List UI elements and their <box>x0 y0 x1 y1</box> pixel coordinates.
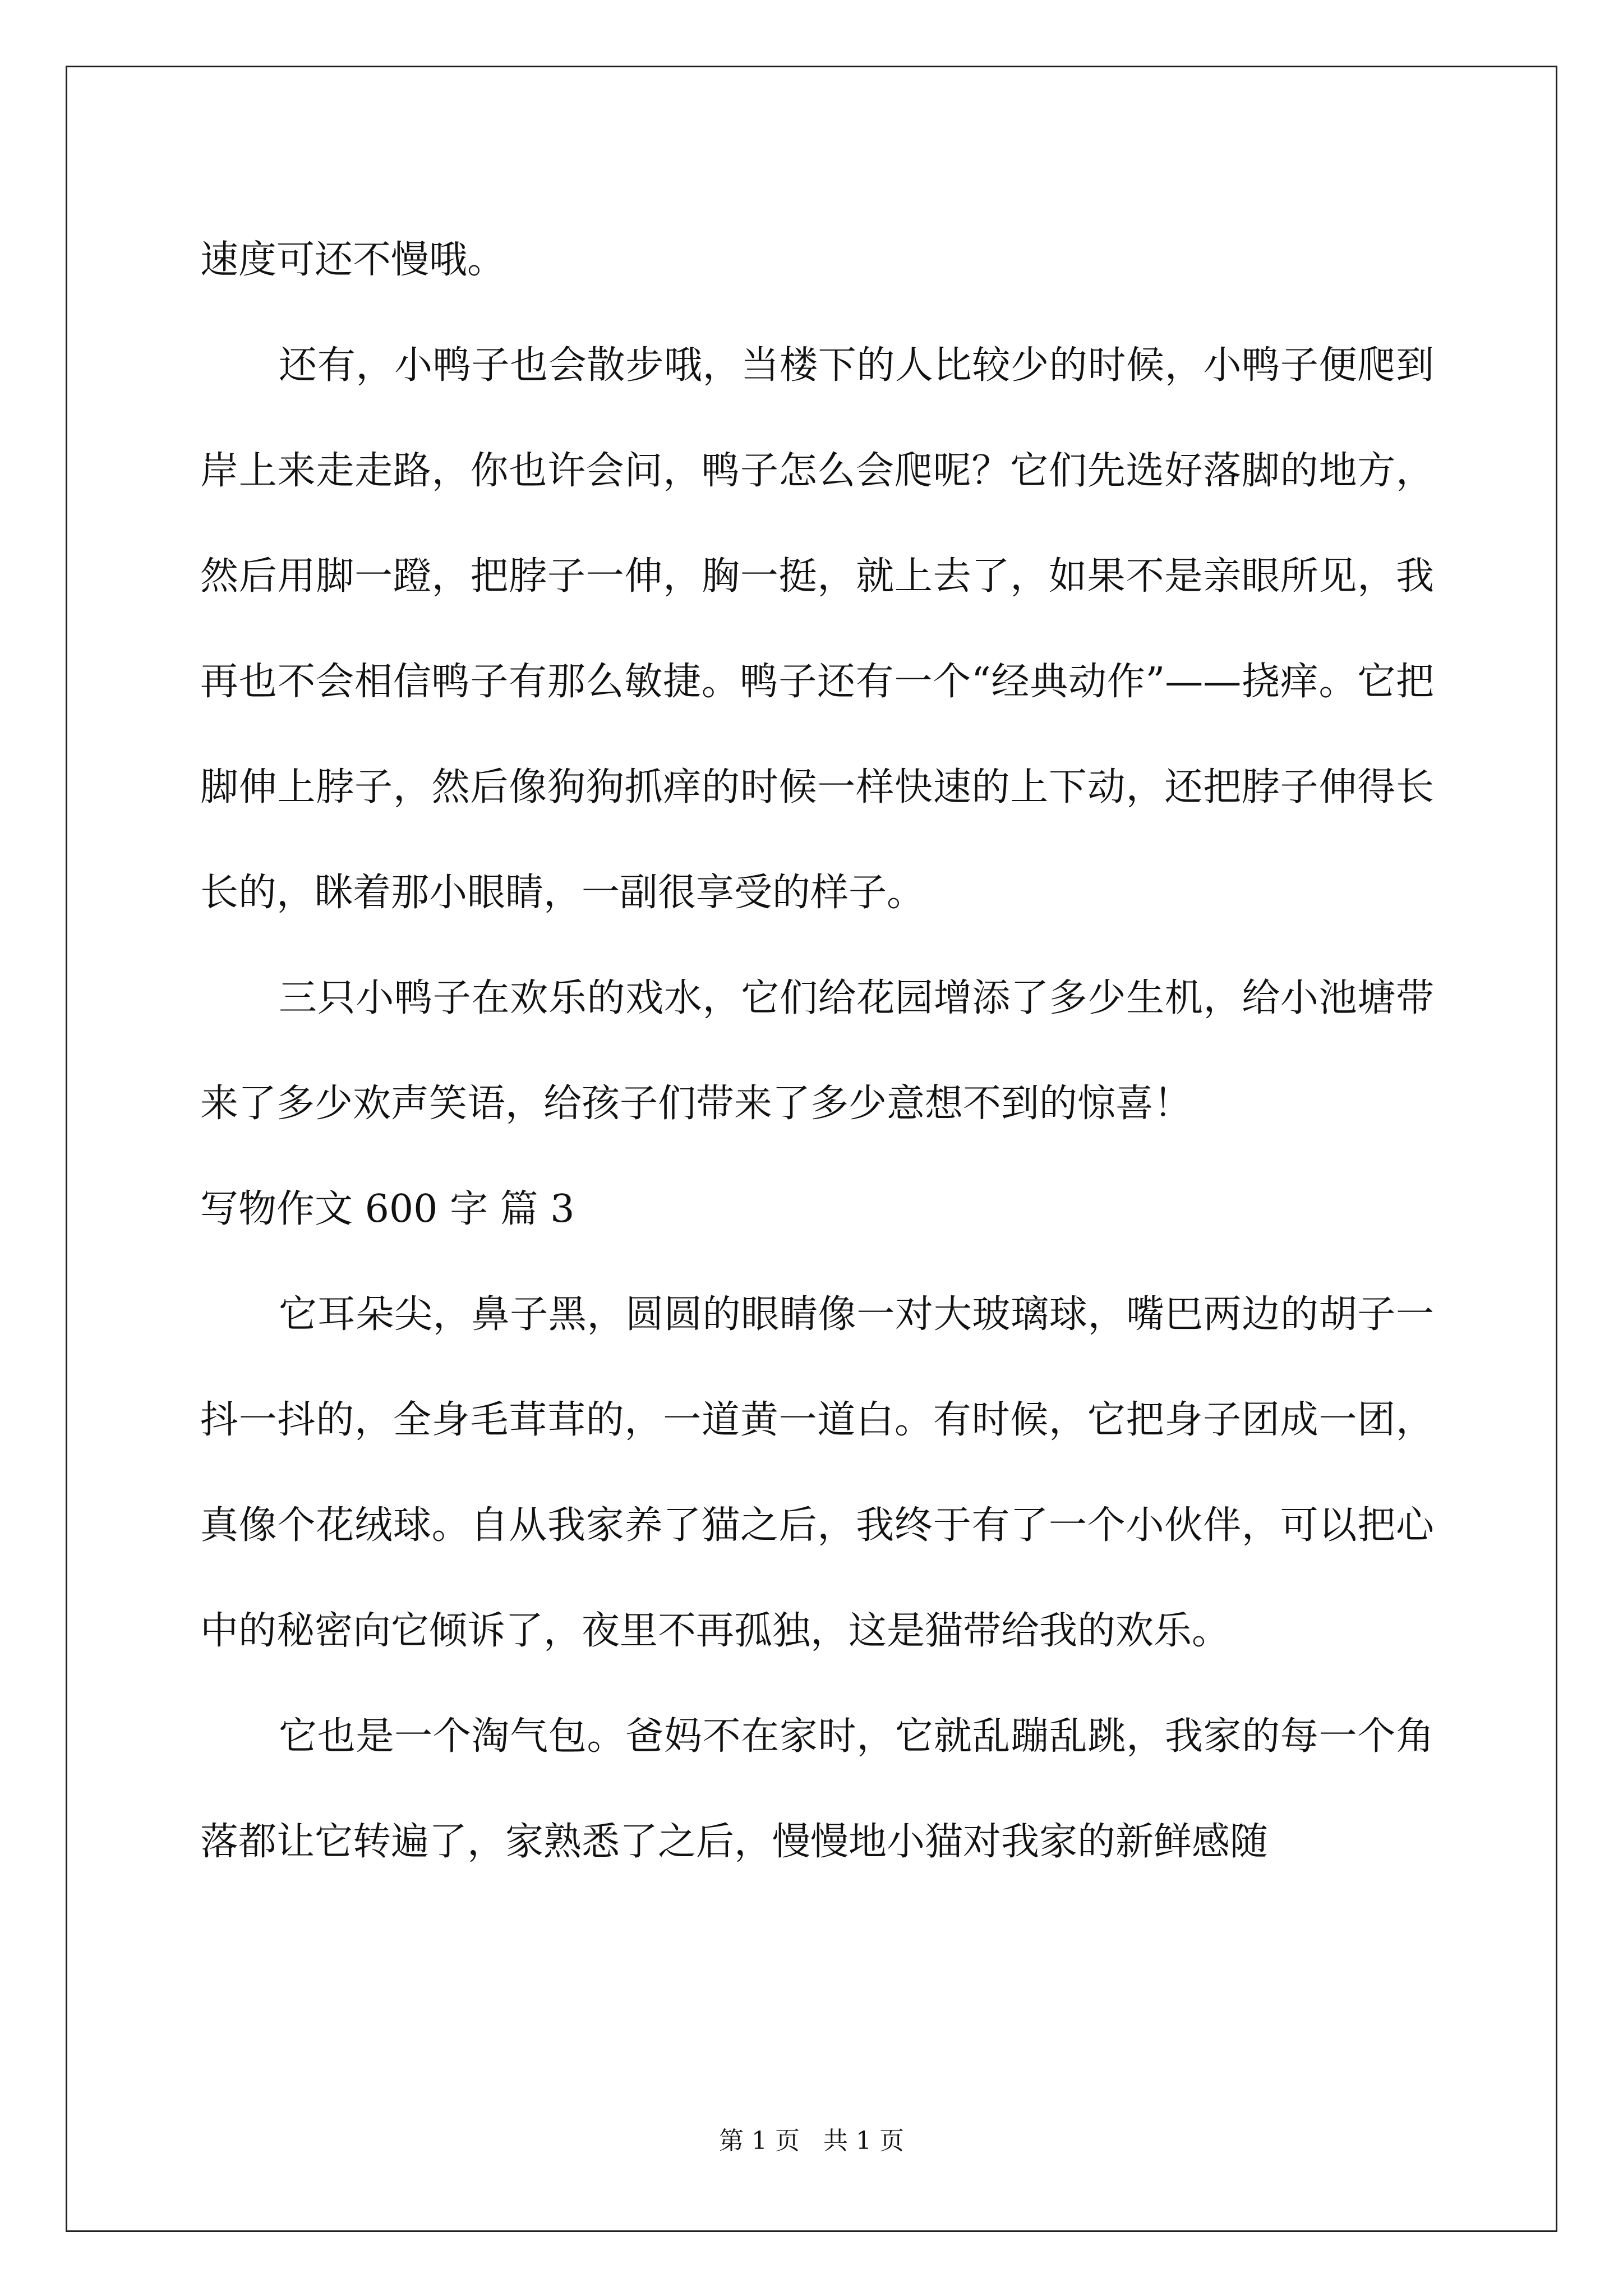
paragraph: 还有，小鸭子也会散步哦，当楼下的人比较少的时候，小鸭子便爬到岸上来走走路，你也许会问，鸭子怎么会爬呢？它们先选好落脚的地方，然后用脚一蹬，把脖子一伸，胸一挺，就上去了，如果不是亲眼所见，我再也不会相信鸭子有那么敏捷。鸭子还有一个“经典动作”——挠痒。它把脚伸上脖子，然后像狗狗抓痒的时候一样快速的上下动，还把脖子伸得长长的，眯着那小眼睛，一副很享受的样子。 <box>200 343 1434 915</box>
document-body <box>200 208 1434 1895</box>
paragraph: 它也是一个淘气包。爸妈不在家时，它就乱蹦乱跳，我家的每一个角落都让它转遍了，家熟悉了之后，慢慢地小猫对我家的新鲜感随 <box>200 1714 1434 1864</box>
page-footer: 第 1 页 共 1 页 <box>719 2127 904 2155</box>
paragraph: 三只小鸭子在欢乐的戏水，它们给花园增添了多少生机，给小池塘带来了多少欢声笑语，给孩子们带来了多少意想不到的惊喜！ <box>200 976 1434 1126</box>
section-heading: 写物作文 600 字 篇 3 <box>200 1187 575 1231</box>
paragraph: 速度可还不慢哦。 <box>200 238 506 282</box>
paragraph: 它耳朵尖，鼻子黑，圆圆的眼睛像一对大玻璃球，嘴巴两边的胡子一抖一抖的，全身毛茸茸的，一道黄一道白。有时候，它把身子团成一团，真像个花绒球。自从我家养了猫之后，我终于有了一个小伙伴，可以把心中的秘密向它倾诉了，夜里不再孤独，这是猫带给我的欢乐。 <box>200 1292 1434 1653</box>
